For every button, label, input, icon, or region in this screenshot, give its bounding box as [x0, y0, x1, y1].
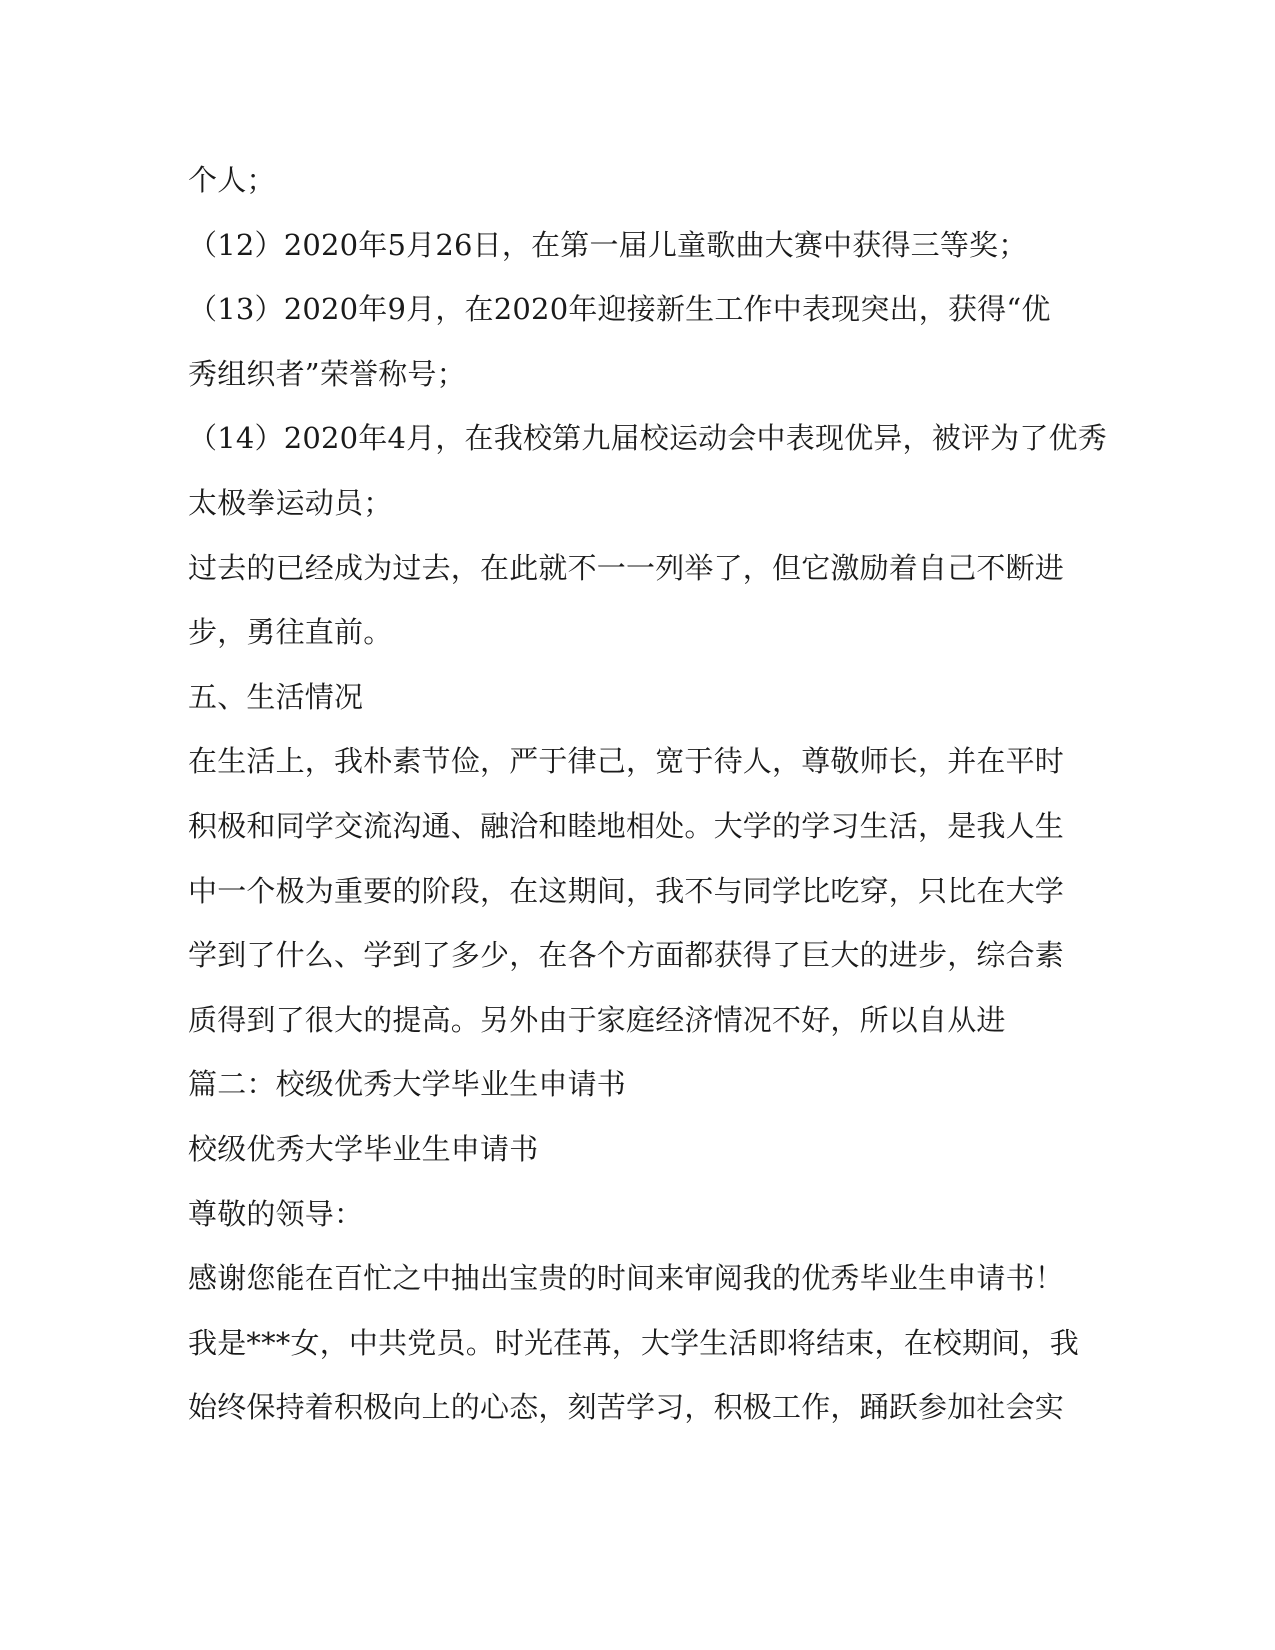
section-heading: 篇二：校级优秀大学毕业生申请书 [188, 1067, 627, 1102]
text-line: 秀组织者”荣誉称号； [188, 356, 466, 391]
salutation: 尊敬的领导： [188, 1196, 364, 1231]
text-line: 始终保持着积极向上的心态，刻苦学习，积极工作，踊跃参加社会实 [188, 1390, 1065, 1425]
text-line: 步，勇往直前。 [188, 615, 393, 650]
text-line: 我是***女，中共党员。时光荏苒，大学生活即将结束，在校期间，我 [188, 1325, 1079, 1360]
text-line: 学到了什么、学到了多少，在各个方面都获得了巨大的进步，综合素 [188, 938, 1065, 973]
text-line: （13）2020年9月，在2020年迎接新生工作中表现突出，获得“优 [188, 292, 1051, 327]
text-line: 感谢您能在百忙之中抽出宝贵的时间来审阅我的优秀毕业生申请书！ [188, 1261, 1065, 1296]
document-title: 校级优秀大学毕业生申请书 [188, 1131, 539, 1166]
text-line: 在生活上，我朴素节俭，严于律己，宽于待人，尊敬师长，并在平时 [188, 744, 1065, 779]
text-line: 中一个极为重要的阶段，在这期间，我不与同学比吃穿，只比在大学 [188, 873, 1065, 908]
text-line: 过去的已经成为过去，在此就不一一列举了，但它激励着自己不断进 [188, 550, 1065, 585]
section-heading: 五、生活情况 [188, 679, 364, 714]
document-body [188, 160, 1107, 1452]
text-line: （14）2020年4月，在我校第九届校运动会中表现优异，被评为了优秀 [188, 421, 1107, 456]
text-line: 质得到了很大的提高。另外由于家庭经济情况不好，所以自从进 [188, 1002, 1006, 1037]
text-line: 积极和同学交流沟通、融洽和睦地相处。大学的学习生活，是我人生 [188, 808, 1065, 843]
text-line: 个人； [188, 163, 276, 197]
text-line: （12）2020年5月26日，在第一届儿童歌曲大赛中获得三等奖； [188, 227, 1028, 262]
text-line: 太极拳运动员； [188, 485, 393, 520]
